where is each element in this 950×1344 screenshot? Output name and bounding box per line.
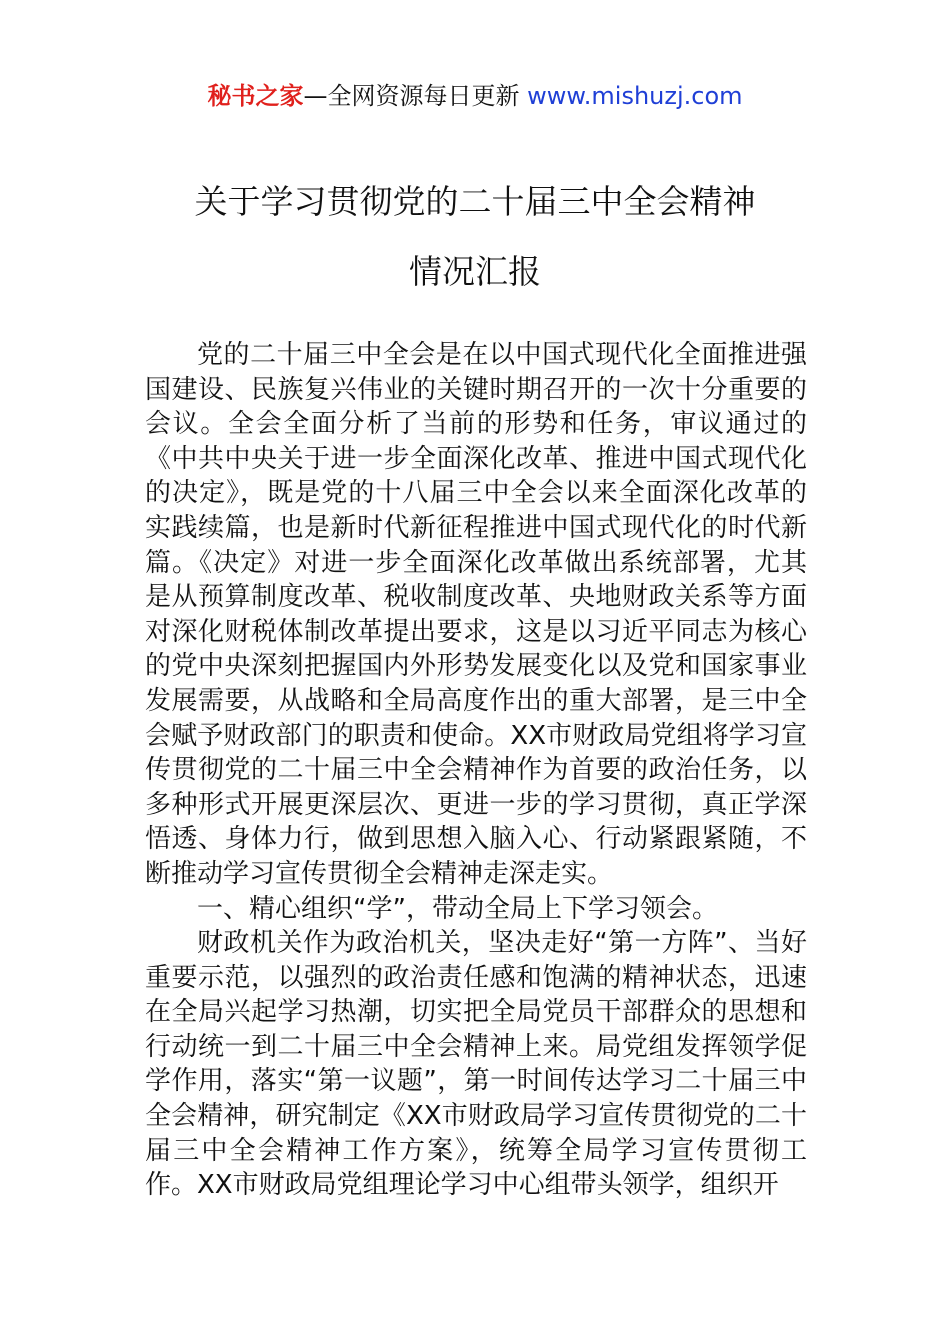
document-title-line-2: 情况汇报 [409, 252, 541, 291]
body-paragraph-intro: 党的二十届三中全会是在以中国式现代化全面推进强国建设、民族复兴伟业的关键时期召开的一次十分重要的会议。全会全面分析了当前的形势和任务，审议通过的《中共中央关于进一步全面深化改革、推进中国式现代化的决定》，既是党的十八届三中全会以来全面深化改革的实践续篇，也是新时代新征程推进中国式现代化的时代新篇。《决定》对进一步全面深化改革做出系统部署，尤其是从预算制度改革、税收制度改革、央地财政关系等方面对深化财税体制改革提出要求，这是以习近平同志为核心的党中央深刻把握国内外形势发展变化以及党和国家事业发展需要，从战略和全局高度作出的重大部署，是三中全会赋予财政部门的职责和使命。XX市财政局党组将学习宣传贯彻党的二十届三中全会精神作为首要的政治任务，以多种形式开展更深层次、更进一步的学习贯彻，真正学深悟透、身体力行，做到思想入脑入心、行动紧跟紧随，不断推动学习宣传贯彻全会精神走深走实。 [145, 340, 807, 889]
body-paragraph-section-1: 财政机关作为政治机关，坚决走好“第一方阵”、当好重要示范，以强烈的政治责任感和饱满的精神状态，迅速在全局兴起学习热潮，切实把全局党员干部群众的思想和行动统一到二十届三中全会精神上来。局党组发挥领学促学作用，落实“第一议题”，第一时间传达学习二十届三中全会精神，研究制定《XX市财政局学习宣传贯彻党的二十届三中全会精神工作方案》，统筹全局学习宣传贯彻工作。XX市财政局党组理论学习中心组带头领学，组织开 [145, 928, 807, 1201]
document-title-line-1: 关于学习贯彻党的二十届三中全会精神 [194, 182, 756, 221]
site-url-link[interactable]: www.mishuzj.com [527, 82, 743, 110]
site-header-banner [0, 80, 950, 112]
section-heading-1: 一、精心组织“学”，带动全局上下学习领会。 [197, 893, 718, 924]
document-body [145, 338, 807, 1203]
site-brand: 秘书之家 [207, 82, 304, 110]
site-tagline: —全网资源每日更新 [303, 82, 520, 110]
